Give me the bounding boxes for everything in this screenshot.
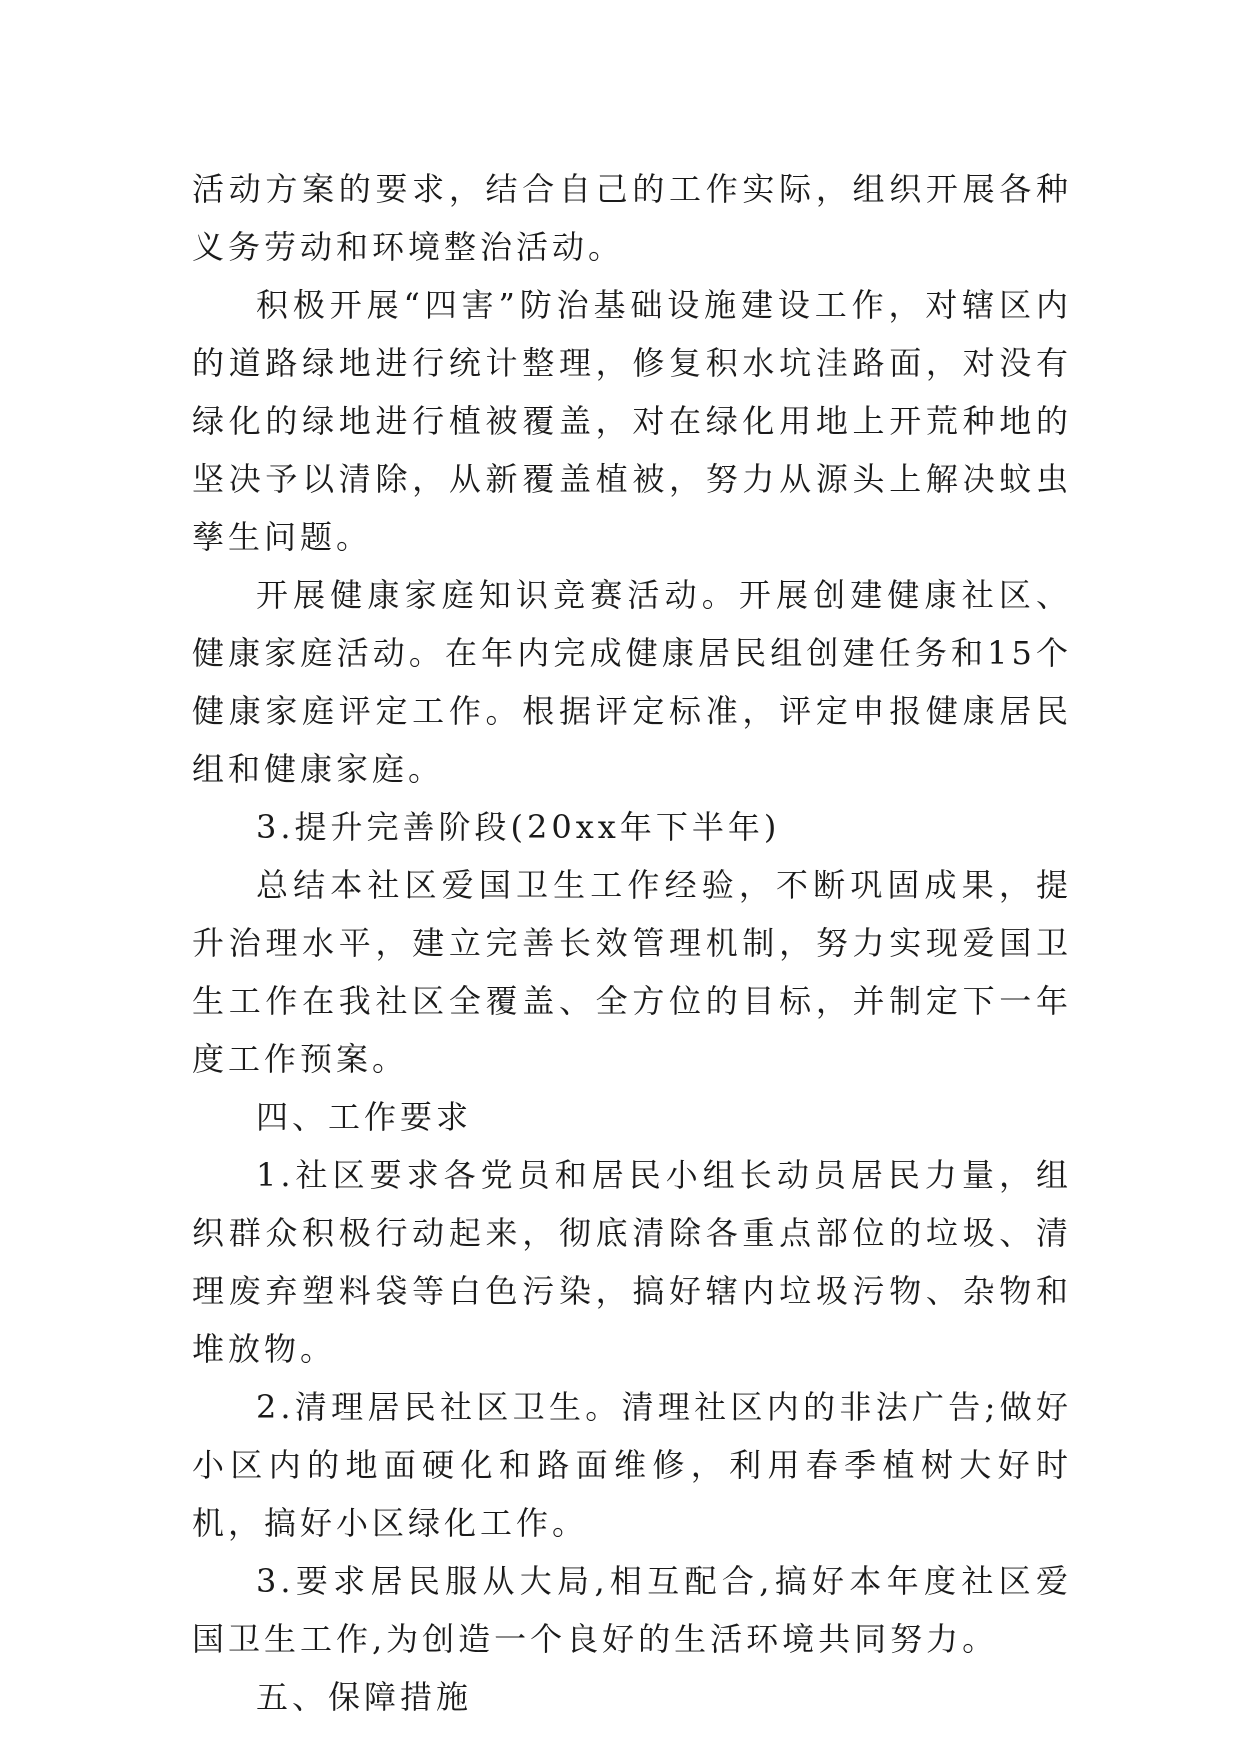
paragraph-summary: 总结本社区爱国卫生工作经验，不断巩固成果，提升治理水平，建立完善长效管理机制，努力实现爱国卫生工作在我社区全覆盖、全方位的目标，并制定下一年度工作预案。 [192, 866, 1072, 1078]
requirement-item-1: 1.社区要求各党员和居民小组长动员居民力量，组织群众积极行动起来，彻底清除各重点部位的垃圾、清理废弃塑料袋等白色污染，搞好辖内垃圾污物、杂物和堆放物。 [192, 1156, 1072, 1368]
paragraph-healthy-family: 开展健康家庭知识竞赛活动。开展创建健康社区、健康家庭活动。在年内完成健康居民组创建任务和15个健康家庭评定工作。根据评定标准，评定申报健康居民组和健康家庭。 [192, 576, 1072, 788]
document-body [192, 160, 1072, 1726]
requirement-item-3: 3.要求居民服从大局,相互配合,搞好本年度社区爱国卫生工作,为创造一个良好的生活环境共同努力。 [192, 1562, 1072, 1658]
section-heading-work-requirements: 四、工作要求 [256, 1098, 473, 1136]
section-heading-safeguards: 五、保障措施 [256, 1678, 473, 1716]
paragraph-pest-control: 积极开展“四害”防治基础设施建设工作，对辖区内的道路绿地进行统计整理，修复积水坑洼路面，对没有绿化的绿地进行植被覆盖，对在绿化用地上开荒种地的坚决予以清除，从新覆盖植被，努力从源头上解决蚊虫孳生问题。 [192, 286, 1072, 556]
section-heading-stage-3: 3.提升完善阶段(20xx年下半年) [256, 808, 781, 846]
requirement-item-2: 2.清理居民社区卫生。清理社区内的非法广告;做好小区内的地面硬化和路面维修，利用春季植树大好时机，搞好小区绿化工作。 [192, 1388, 1072, 1542]
paragraph-continuation: 活动方案的要求，结合自己的工作实际，组织开展各种义务劳动和环境整治活动。 [192, 170, 1072, 266]
